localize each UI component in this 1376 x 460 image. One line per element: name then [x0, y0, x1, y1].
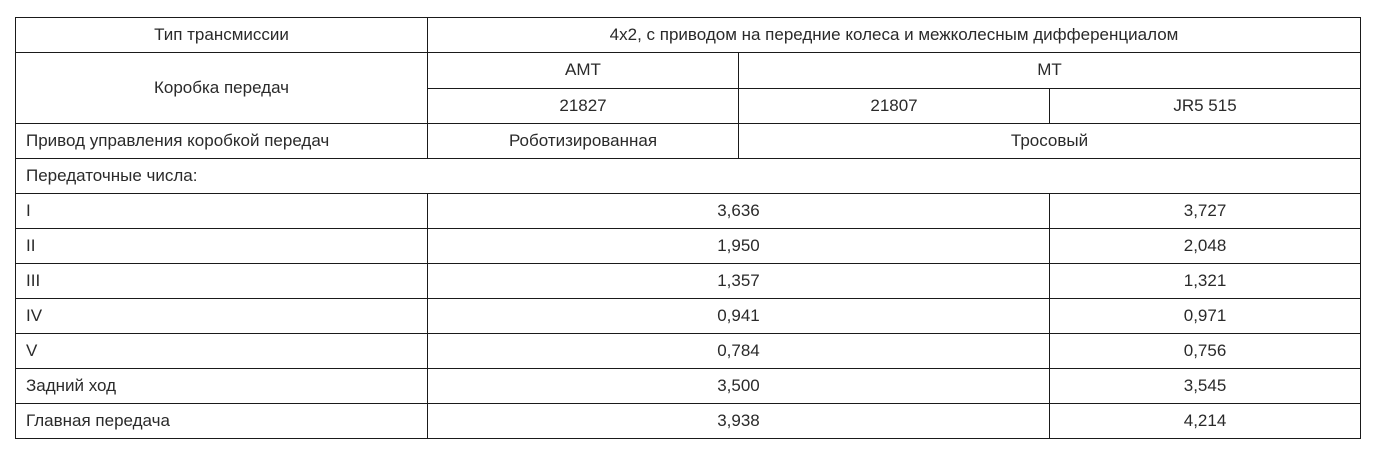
control-drive-label: Привод управления коробкой передач	[16, 124, 428, 159]
ratio-label: Задний ход	[16, 369, 428, 404]
ratio-jr5-value: 3,545	[1050, 369, 1361, 404]
gearbox-model-21807: 21807	[739, 88, 1050, 124]
table-row-ratio-1	[16, 194, 1361, 229]
table-row-final-drive	[16, 404, 1361, 439]
ratio-jr5-value: 1,321	[1050, 264, 1361, 299]
gearbox-mt-header: MT	[739, 53, 1361, 89]
gearbox-model-21827: 21827	[428, 88, 739, 124]
table-row-ratio-3	[16, 264, 1361, 299]
ratio-label: V	[16, 334, 428, 369]
table-row-ratio-4	[16, 299, 1361, 334]
ratio-shared-value: 0,941	[428, 299, 1050, 334]
ratio-shared-value: 0,784	[428, 334, 1050, 369]
table-row-ratios-heading	[16, 159, 1361, 194]
gearbox-amt-header: AMT	[428, 53, 739, 89]
ratio-jr5-value: 0,971	[1050, 299, 1361, 334]
ratio-shared-value: 3,500	[428, 369, 1050, 404]
transmission-type-label: Тип трансмиссии	[16, 18, 428, 53]
table-row-control-drive	[16, 124, 1361, 159]
control-drive-amt-value: Роботизированная	[428, 124, 739, 159]
gearbox-spec-table	[15, 17, 1361, 439]
ratio-jr5-value: 3,727	[1050, 194, 1361, 229]
ratio-shared-value: 1,950	[428, 229, 1050, 264]
ratio-shared-value: 3,636	[428, 194, 1050, 229]
ratio-jr5-value: 4,214	[1050, 404, 1361, 439]
ratio-shared-value: 1,357	[428, 264, 1050, 299]
table-row-ratio-5	[16, 334, 1361, 369]
gearbox-label: Коробка передач	[16, 53, 428, 124]
table-row-ratio-2	[16, 229, 1361, 264]
ratio-jr5-value: 2,048	[1050, 229, 1361, 264]
ratios-heading: Передаточные числа:	[16, 159, 1361, 194]
table-row-reverse	[16, 369, 1361, 404]
control-drive-mt-value: Тросовый	[739, 124, 1361, 159]
table-row-gearbox-type	[16, 53, 1361, 89]
transmission-type-value: 4x2, с приводом на передние колеса и межколесным дифференциалом	[428, 18, 1361, 53]
ratio-jr5-value: 0,756	[1050, 334, 1361, 369]
gearbox-model-jr5-515: JR5 515	[1050, 88, 1361, 124]
ratio-label: II	[16, 229, 428, 264]
ratio-label: IV	[16, 299, 428, 334]
ratio-shared-value: 3,938	[428, 404, 1050, 439]
ratio-label: Главная передача	[16, 404, 428, 439]
ratio-label: III	[16, 264, 428, 299]
table-row-transmission-type	[16, 18, 1361, 53]
ratio-label: I	[16, 194, 428, 229]
